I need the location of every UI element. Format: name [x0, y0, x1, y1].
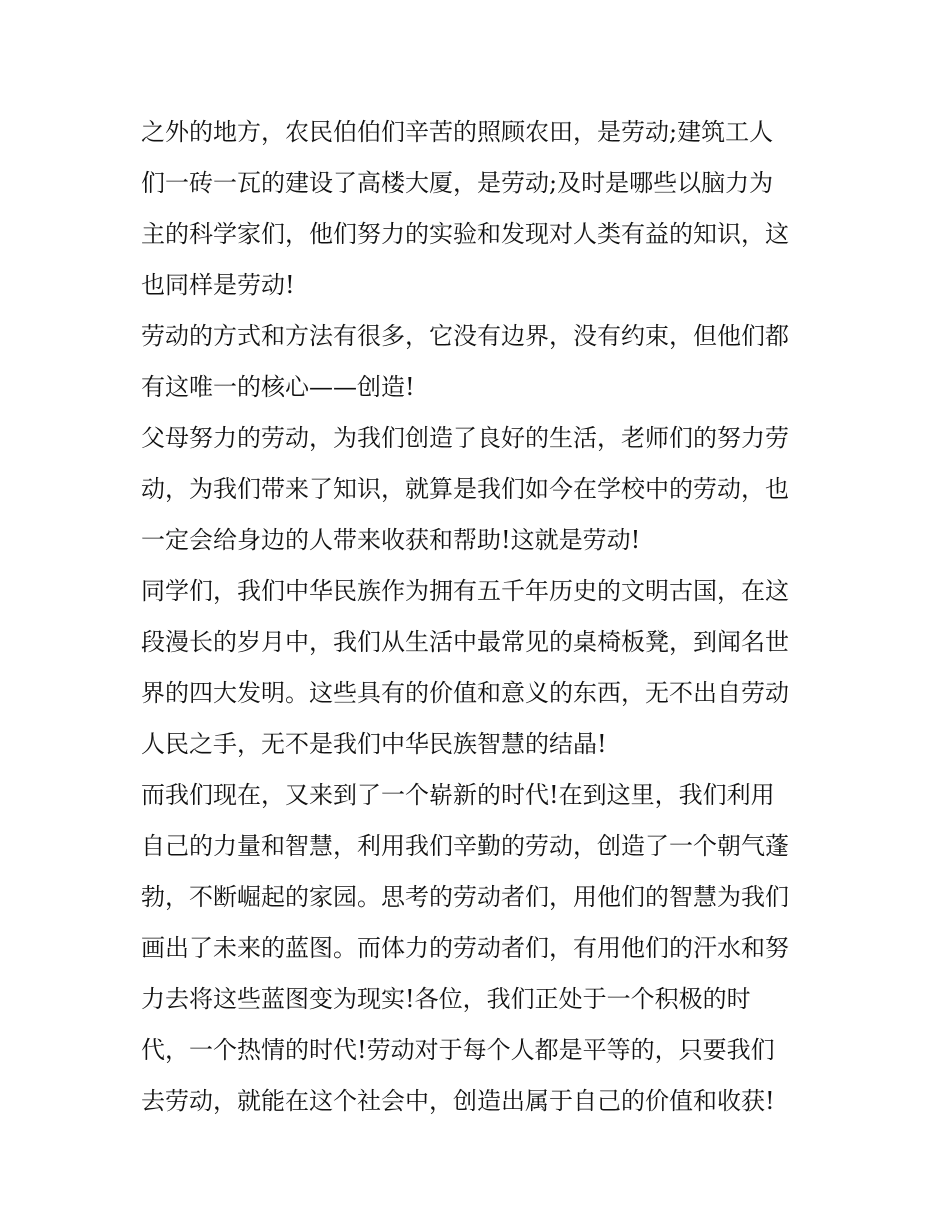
text-line: 画出了未来的蓝图。而体力的劳动者们，有用他们的汗水和努	[141, 934, 789, 962]
text-line: 有这唯一的核心——创造!	[141, 373, 415, 401]
text-line: 同学们，我们中华民族作为拥有五千年历史的文明古国，在这	[141, 577, 789, 605]
text-line: 劳动的方式和方法有很多，它没有边界，没有约束，但他们都	[141, 322, 789, 350]
text-line: 勃，不断崛起的家园。思考的劳动者们，用他们的智慧为我们	[141, 883, 789, 911]
text-line: 段漫长的岁月中，我们从生活中最常见的桌椅板凳，到闻名世	[141, 628, 789, 656]
text-line: 人民之手，无不是我们中华民族智慧的结晶!	[141, 730, 607, 758]
text-line: 一定会给身边的人带来收获和帮助!这就是劳动!	[141, 526, 641, 554]
text-line: 自己的力量和智慧，利用我们辛勤的劳动，创造了一个朝气蓬	[141, 832, 789, 860]
text-line: 而我们现在，又来到了一个崭新的时代!在到这里，我们利用	[141, 781, 775, 809]
text-line: 主的科学家们，他们努力的实验和发现对人类有益的知识，这	[141, 220, 789, 248]
text-line: 之外的地方，农民伯伯们辛苦的照顾农田，是劳动;建筑工人	[141, 118, 774, 146]
text-line: 动，为我们带来了知识，就算是我们如今在学校中的劳动，也	[141, 475, 789, 503]
text-line: 界的四大发明。这些具有的价值和意义的东西，无不出自劳动	[141, 679, 789, 707]
text-line: 力去将这些蓝图变为现实!各位，我们正处于一个积极的时	[141, 985, 751, 1013]
text-line: 们一砖一瓦的建设了高楼大厦，是劳动;及时是哪些以脑力为	[141, 169, 774, 197]
body-text	[141, 107, 821, 1127]
text-line: 父母努力的劳动，为我们创造了良好的生活，老师们的努力劳	[141, 424, 789, 452]
text-line: 代，一个热情的时代!劳动对于每个人都是平等的，只要我们	[141, 1036, 775, 1064]
text-line: 也同样是劳动!	[141, 271, 295, 299]
text-line: 去劳动，就能在这个社会中，创造出属于自己的价值和收获!	[141, 1087, 775, 1115]
